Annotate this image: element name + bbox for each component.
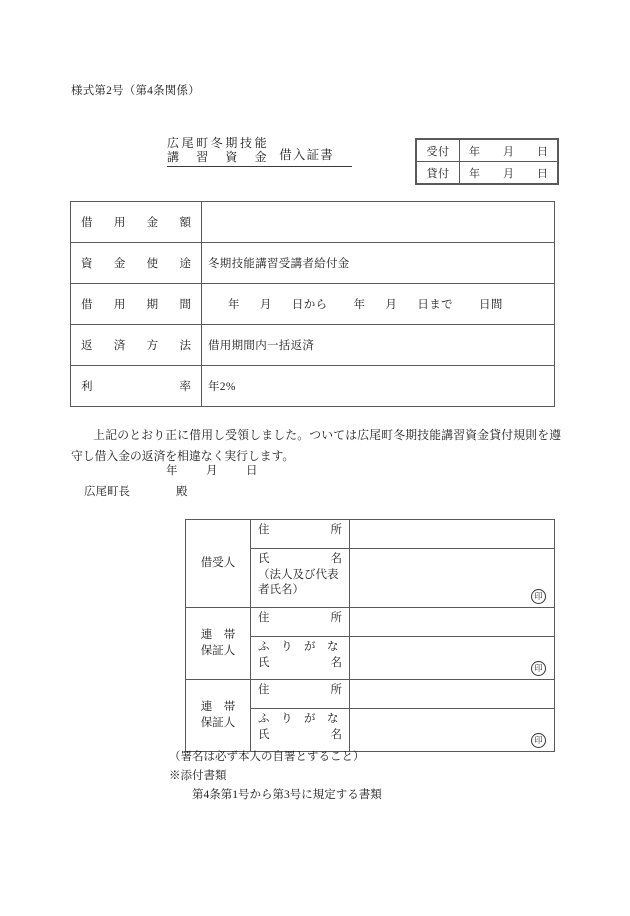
table-row <box>71 243 555 284</box>
date-day-label: 日 <box>246 465 258 477</box>
row-value-interest-rate[interactable]: 年2% <box>202 366 555 407</box>
statement-paragraph <box>71 425 561 466</box>
note-attachments-title: ※添付書類 <box>169 770 227 782</box>
seal-icon: 印 <box>531 661 546 676</box>
field-char: 名 <box>330 728 342 741</box>
field-label-guarantor-1-name <box>251 637 350 680</box>
receipt-row-value-loan[interactable]: 年 月 日 <box>460 162 558 184</box>
date-year-label: 年 <box>166 465 178 477</box>
table-row <box>71 325 555 366</box>
label-char: 間 <box>179 299 191 311</box>
party-label-borrower: 借受人 <box>186 520 251 608</box>
statement-date-line[interactable] <box>166 462 258 478</box>
label-char: 用 <box>113 299 126 311</box>
field-char: 住 <box>258 524 270 536</box>
label-char: 途 <box>179 258 191 270</box>
field-char: 住 <box>258 684 270 696</box>
row-label-fund-purpose <box>71 243 202 284</box>
loan-terms-table <box>70 201 555 407</box>
note-signature-requirement: （署名は必ず本人の自署とすること） <box>169 751 365 763</box>
field-char: 名 <box>330 553 342 565</box>
label-char: 利 <box>81 381 93 393</box>
receipt-table <box>416 139 558 184</box>
label-char: 方 <box>146 340 159 352</box>
input-guarantor-2-name[interactable] <box>350 709 555 752</box>
row-value-loan-amount[interactable] <box>202 202 555 243</box>
period-days-count: 日間 <box>479 299 503 311</box>
table-row <box>71 284 555 325</box>
field-furigana-label: ふ り が な <box>258 713 339 725</box>
field-furigana-label: ふ り が な <box>258 641 339 653</box>
party-label-guarantor-1 <box>186 608 251 680</box>
party-line-1: 連 帯 <box>200 628 236 641</box>
row-value-repayment-method[interactable]: 借用期間内一括返済 <box>202 325 555 366</box>
field-label-borrower-name <box>251 549 350 608</box>
label-char: 法 <box>179 340 191 352</box>
label-char: 借 <box>81 299 93 311</box>
title-line-1: 広尾町冬期技能 <box>167 136 270 150</box>
field-char: 名 <box>330 656 342 669</box>
field-label-guarantor-2-address <box>251 680 350 709</box>
table-row <box>186 680 555 709</box>
table-row <box>186 608 555 637</box>
label-char: 金 <box>113 258 126 270</box>
period-year-to: 年 <box>353 299 366 311</box>
label-char: 済 <box>113 340 126 352</box>
field-char: 氏 <box>258 728 270 741</box>
addressee-honorific: 殿 <box>176 486 188 498</box>
receipt-box <box>415 138 559 185</box>
seal-icon: 印 <box>531 589 546 604</box>
input-guarantor-1-address[interactable] <box>350 608 555 637</box>
period-month-to: 月 <box>385 299 398 311</box>
label-char: 用 <box>113 217 126 229</box>
receipt-row-label-loan: 貸付 <box>417 162 460 184</box>
table-row <box>186 520 555 549</box>
addressee-name: 広尾町長 <box>84 486 130 498</box>
title-document-type: 借入証書 <box>279 148 335 163</box>
table-row <box>417 140 558 162</box>
period-year-from: 年 <box>228 299 240 311</box>
field-char: 住 <box>258 612 270 624</box>
party-line-1: 連 帯 <box>200 700 236 713</box>
table-row <box>71 366 555 407</box>
input-borrower-name[interactable] <box>350 549 555 608</box>
field-label-borrower-address <box>251 520 350 549</box>
field-label-guarantor-1-address <box>251 608 350 637</box>
title-row <box>167 136 357 164</box>
document-title-block <box>167 136 357 167</box>
row-value-fund-purpose[interactable]: 冬期技能講習受講者給付金 <box>202 243 555 284</box>
row-value-loan-period[interactable] <box>202 284 555 325</box>
label-char: 資 <box>81 258 93 270</box>
table-row <box>417 162 558 184</box>
form-number: 様式第2号（第4条関係） <box>71 85 200 97</box>
label-char: 借 <box>81 217 93 229</box>
receipt-row-label-reception: 受付 <box>417 140 460 162</box>
seal-icon: 印 <box>531 733 546 748</box>
field-char: 所 <box>330 684 342 696</box>
note-attachments-detail: 第4条第1号から第3号に規定する書類 <box>192 789 382 801</box>
field-char: 氏 <box>258 656 270 669</box>
title-line-2: 講 習 資 金 <box>167 150 270 165</box>
input-guarantor-1-name[interactable] <box>350 637 555 680</box>
label-char: 使 <box>146 258 159 270</box>
label-char: 期 <box>146 299 159 311</box>
date-month-label: 月 <box>206 465 218 477</box>
period-day-from: 日から <box>291 299 328 311</box>
table-row <box>71 202 555 243</box>
label-char: 率 <box>179 381 191 393</box>
row-label-interest-rate <box>71 366 202 407</box>
signature-table <box>185 519 555 752</box>
receipt-row-value-reception[interactable]: 年 月 日 <box>460 140 558 162</box>
title-subject-stack <box>167 136 269 164</box>
addressee-line <box>84 483 188 499</box>
row-label-loan-period <box>71 284 202 325</box>
field-char: 所 <box>330 612 342 624</box>
period-day-to: 日まで <box>417 299 454 311</box>
row-label-loan-amount <box>71 202 202 243</box>
input-guarantor-2-address[interactable] <box>350 680 555 709</box>
field-label-guarantor-2-name <box>251 709 350 752</box>
label-char: 額 <box>179 217 191 229</box>
field-note-corporate-name: （法人及び代表者氏名） <box>258 568 339 597</box>
party-line-2: 保証人 <box>200 644 236 657</box>
input-borrower-address[interactable] <box>350 520 555 549</box>
label-char: 返 <box>81 340 93 352</box>
party-label-guarantor-2 <box>186 680 251 752</box>
field-char: 氏 <box>258 553 270 565</box>
field-char: 所 <box>330 524 342 536</box>
party-line-2: 保証人 <box>200 716 236 729</box>
statement-text: 上記のとおり正に借用し受領しました。ついては広尾町冬期技能講習資金貸付規則を遵守し借入金の返済を相違なく実行します。 <box>71 428 561 463</box>
period-month-from: 月 <box>259 299 272 311</box>
row-label-repayment-method <box>71 325 202 366</box>
title-underline <box>167 166 352 167</box>
label-char: 金 <box>146 217 159 229</box>
